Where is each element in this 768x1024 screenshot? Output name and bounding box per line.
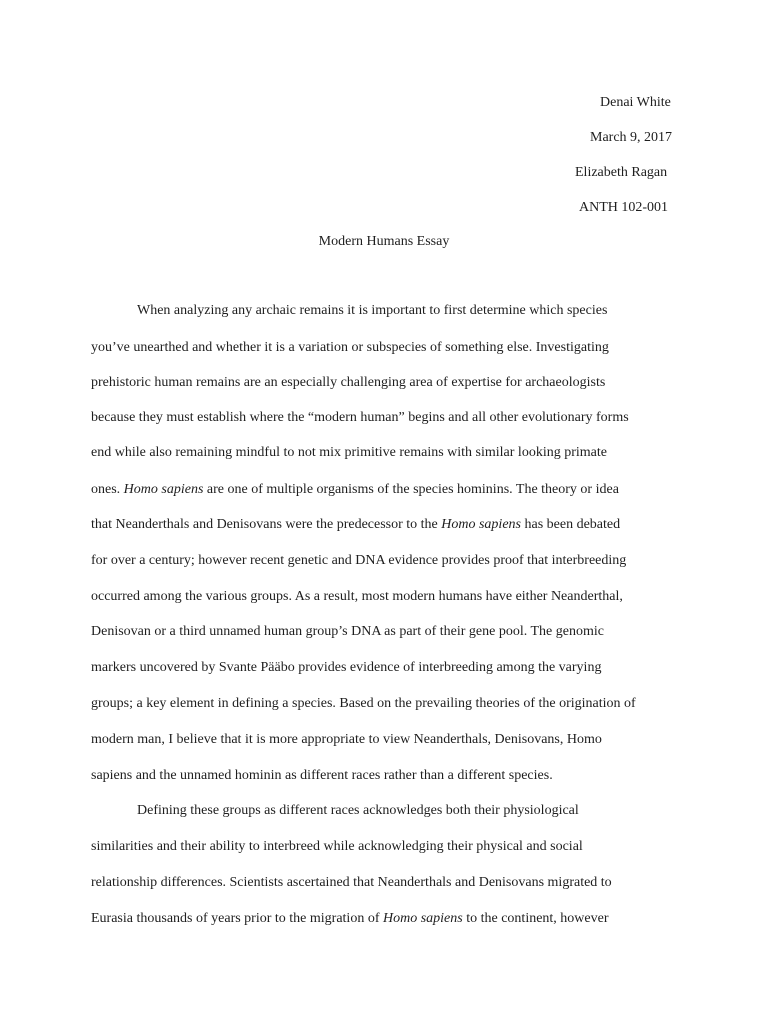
paragraph-1-line: occurred among the various groups. As a result, most modern humans have either Neanderthal, [91, 589, 623, 604]
essay-date: March 9, 2017 [590, 130, 673, 145]
paragraph-1-line: sapiens and the unnamed hominin as different races rather than a different species. [91, 768, 553, 783]
paragraph-1-line: ones. Homo sapiens are one of multiple organisms of the species hominins. The theory or idea [91, 482, 619, 497]
course-code: ANTH 102-001 [579, 200, 669, 215]
paragraph-1-line: end while also remaining mindful to not mix primitive remains with similar looking primate [91, 445, 607, 460]
paragraph-1-line: Denisovan or a third unnamed human group’s DNA as part of their gene pool. The genomic [91, 624, 604, 639]
paragraph-2-line: Defining these groups as different races acknowledges both their physiological [137, 803, 579, 818]
paragraph-2-line: relationship differences. Scientists ascertained that Neanderthals and Denisovans migrated to [91, 875, 612, 890]
paragraph-1-line: because they must establish where the “modern human” begins and all other evolutionary forms [91, 410, 629, 425]
paragraph-1-line: for over a century; however recent genetic and DNA evidence provides proof that interbreeding [91, 553, 627, 568]
paragraph-1-line: prehistoric human remains are an especially challenging area of expertise for archaeologists [91, 375, 606, 390]
essay-title: Modern Humans Essay [318, 234, 450, 249]
paragraph-1-line: markers uncovered by Svante Pääbo provides evidence of interbreeding among the varying [91, 660, 602, 675]
paragraph-2-line: similarities and their ability to interbreed while acknowledging their physical and social [91, 839, 583, 854]
paragraph-1-line: that Neanderthals and Denisovans were the predecessor to the Homo sapiens has been debated [91, 517, 621, 532]
paragraph-2-line: Eurasia thousands of years prior to the migration of Homo sapiens to the continent, however [91, 911, 609, 926]
instructor-name: Elizabeth Ragan [575, 165, 668, 180]
paragraph-1-line: When analyzing any archaic remains it is important to first determine which species [137, 303, 608, 318]
paragraph-1-line: groups; a key element in defining a species. Based on the prevailing theories of the origination of [91, 696, 636, 711]
paragraph-1-line: you’ve unearthed and whether it is a variation or subspecies of something else. Investigating [91, 340, 609, 355]
author-name: Denai White [600, 95, 671, 110]
paragraph-1-line: modern man, I believe that it is more appropriate to view Neanderthals, Denisovans, Homo [91, 732, 602, 747]
